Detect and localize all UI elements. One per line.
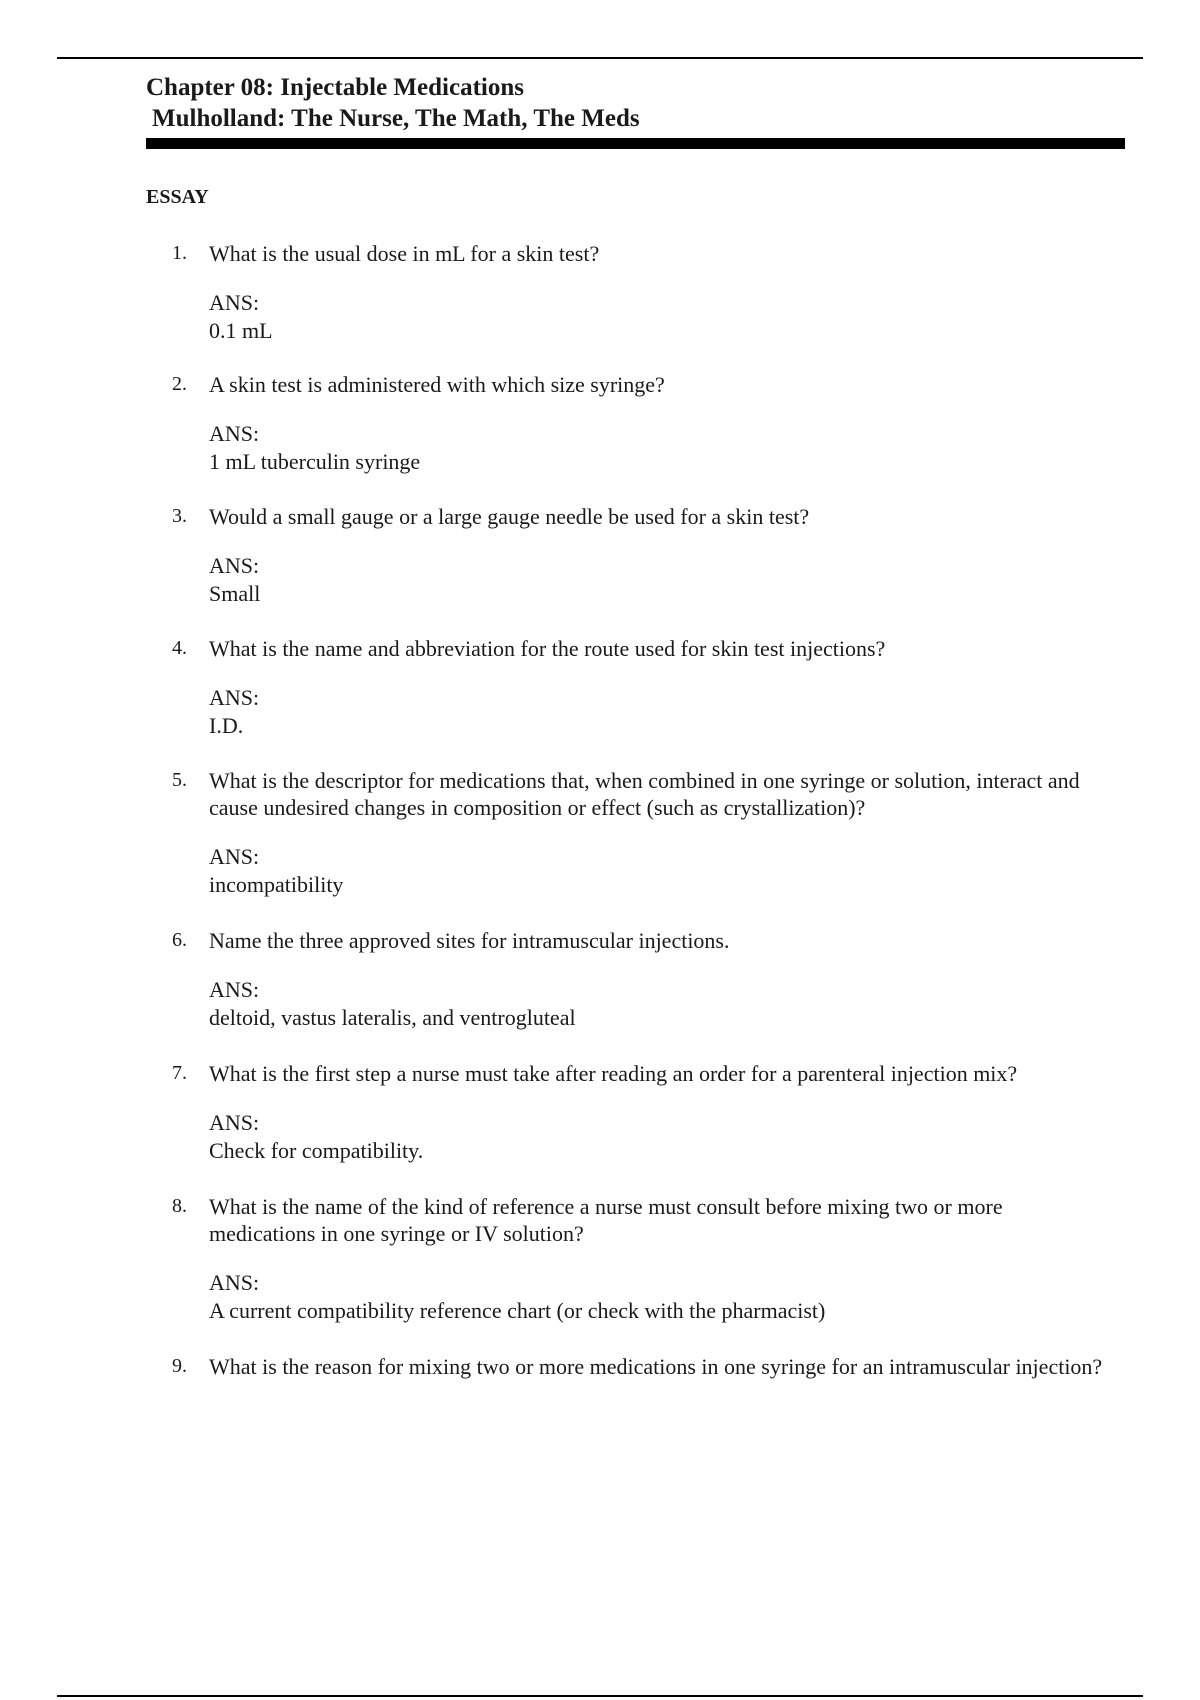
answer-block — [209, 684, 1112, 740]
question-text: Name the three approved sites for intramuscular injections. — [209, 928, 730, 953]
answer-text: Check for compatibility. — [209, 1138, 424, 1163]
answer-label: ANS: — [209, 685, 260, 710]
question-text: What is the first step a nurse must take after reading an order for a parenteral injection mix? — [209, 1061, 1018, 1086]
answer-text: A current compatibility reference chart (or check with the pharmacist) — [209, 1298, 826, 1323]
question-text: What is the reason for mixing two or more medications in one syringe for an intramuscular injection? — [209, 1354, 1103, 1379]
question-number: 4. — [172, 637, 187, 659]
answer-text: 0.1 mL — [209, 318, 273, 343]
question-1 — [172, 240, 1112, 345]
book-title: Mulholland: The Nurse, The Math, The Meds — [152, 105, 640, 132]
question-number: 8. — [172, 1195, 187, 1217]
question-3 — [172, 503, 1112, 608]
answer-text: Small — [209, 581, 261, 606]
answer-label: ANS: — [209, 553, 260, 578]
question-2 — [172, 371, 1112, 476]
header-bar — [146, 138, 1125, 149]
answer-label: ANS: — [209, 1110, 260, 1135]
answer-text: I.D. — [209, 713, 244, 738]
answer-text: deltoid, vastus lateralis, and ventrogluteal — [209, 1005, 576, 1030]
question-7 — [172, 1060, 1112, 1165]
answer-text: 1 mL tuberculin syringe — [209, 449, 421, 474]
answer-block — [209, 1269, 1112, 1325]
answer-label: ANS: — [209, 421, 260, 446]
answer-block — [209, 420, 1112, 476]
answer-block — [209, 843, 1112, 899]
answer-text: incompatibility — [209, 872, 344, 897]
question-number: 6. — [172, 929, 187, 951]
question-text: A skin test is administered with which size syringe? — [209, 372, 665, 397]
question-text: What is the descriptor for medications that, when combined in one syringe or solution, interact and cause undesired changes in composition or effect (such as crystallization)? — [209, 768, 1080, 820]
question-5 — [172, 767, 1112, 899]
answer-block — [209, 552, 1112, 608]
bottom-rule — [57, 1695, 1143, 1697]
question-text: What is the name and abbreviation for the route used for skin test injections? — [209, 636, 886, 661]
section-title: ESSAY — [146, 186, 209, 208]
question-number: 7. — [172, 1062, 187, 1084]
question-number: 2. — [172, 373, 187, 395]
question-4 — [172, 635, 1112, 740]
answer-label: ANS: — [209, 1270, 260, 1295]
question-number: 1. — [172, 242, 187, 264]
question-text: Would a small gauge or a large gauge needle be used for a skin test? — [209, 504, 810, 529]
question-text: What is the usual dose in mL for a skin test? — [209, 241, 600, 266]
question-number: 9. — [172, 1355, 187, 1377]
question-number: 3. — [172, 505, 187, 527]
answer-block — [209, 976, 1112, 1032]
top-rule — [57, 57, 1143, 59]
question-8 — [172, 1193, 1112, 1325]
document-header — [146, 72, 1126, 149]
answer-label: ANS: — [209, 844, 260, 869]
answer-block — [209, 1109, 1112, 1165]
answer-label: ANS: — [209, 290, 260, 315]
question-text: What is the name of the kind of reference a nurse must consult before mixing two or more medications in one syringe or IV solution? — [209, 1194, 1003, 1246]
answer-block — [209, 289, 1112, 345]
question-9 — [172, 1353, 1112, 1380]
question-number: 5. — [172, 769, 187, 791]
answer-label: ANS: — [209, 977, 260, 1002]
chapter-title: Chapter 08: Injectable Medications — [146, 74, 524, 101]
question-6 — [172, 927, 1112, 1032]
